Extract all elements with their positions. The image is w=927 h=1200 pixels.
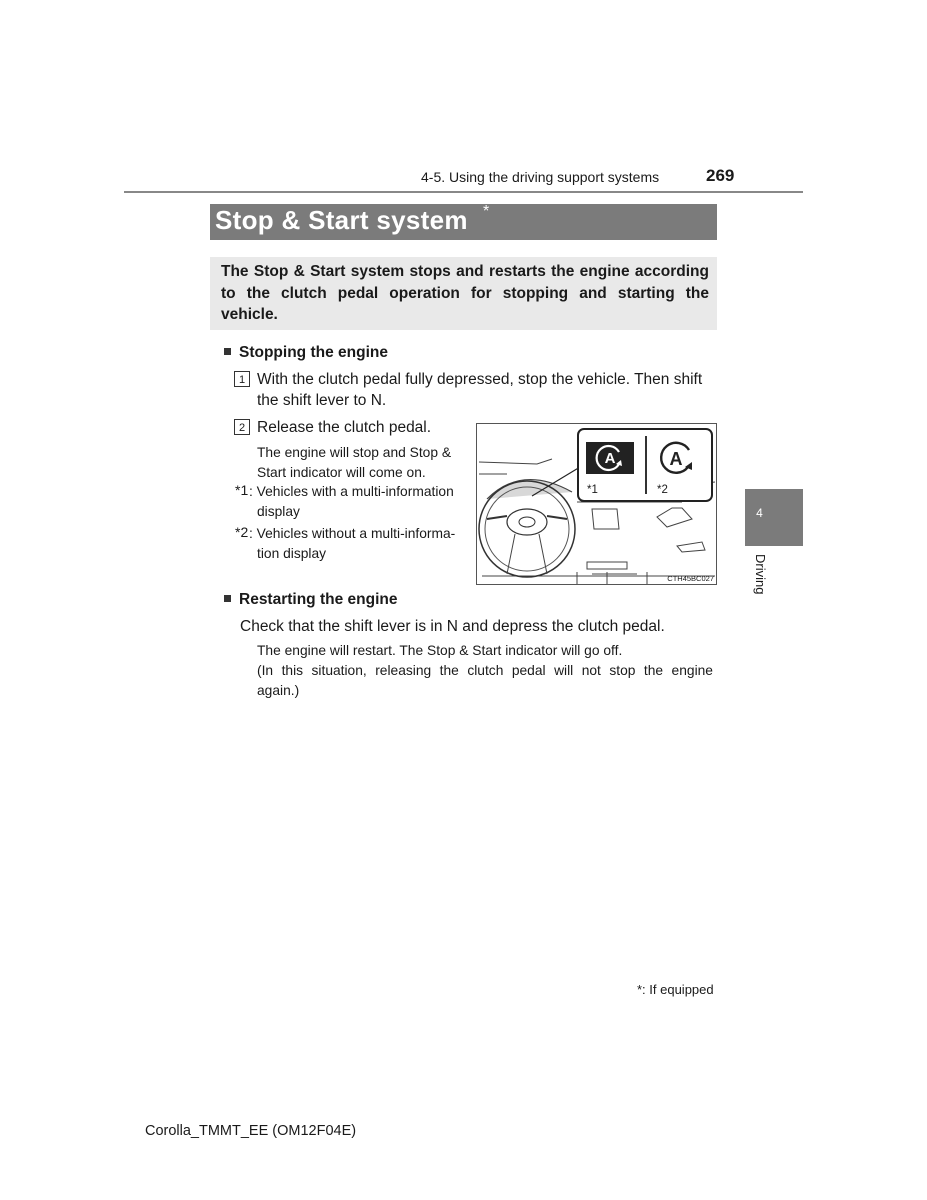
callout-divider bbox=[645, 436, 647, 494]
chapter-label-wrap bbox=[752, 554, 770, 604]
intro-box bbox=[210, 257, 717, 330]
restarting-body: Check that the shift lever is in N and depress the clutch pedal. bbox=[240, 618, 665, 635]
step-1-text bbox=[257, 369, 727, 411]
stop-start-outline-indicator-icon bbox=[657, 440, 697, 476]
footnote-1-mark: *1 bbox=[235, 482, 249, 498]
chapter-tab bbox=[745, 489, 803, 546]
chapter-number: 4 bbox=[756, 506, 763, 520]
stop-note bbox=[257, 443, 472, 482]
step-2-text: Release the clutch pedal. bbox=[257, 419, 432, 436]
restarting-heading bbox=[224, 591, 397, 609]
restart-note-2-line-1: (In this situation, releasing the clutch pedal will not stop the engine bbox=[257, 663, 713, 678]
if-equipped-note: *: If equipped bbox=[637, 982, 714, 997]
footer-doc-id: Corolla_TMMT_EE (OM12F04E) bbox=[145, 1123, 357, 1139]
section-label: 4-5. Using the driving support systems bbox=[421, 169, 660, 185]
step-1-marker: 1 bbox=[234, 371, 250, 387]
footnote-1-line-2: display bbox=[257, 503, 300, 519]
page-title: Stop & Start system bbox=[215, 205, 468, 235]
svg-text:A: A bbox=[604, 450, 616, 467]
restart-note-1: The engine will restart. The Stop & Start indicator will go off. bbox=[257, 643, 623, 658]
page-number: 269 bbox=[706, 166, 735, 185]
dashboard-figure bbox=[476, 423, 717, 585]
stopping-heading bbox=[224, 344, 388, 362]
square-bullet-icon bbox=[224, 595, 231, 602]
footnote-1-line-1: : Vehicles with a multi-information bbox=[249, 484, 454, 499]
page-title-bar bbox=[210, 204, 717, 240]
figure-code: CTH45BC027 bbox=[667, 574, 714, 583]
stopping-heading-text: Stopping the engine bbox=[239, 344, 388, 361]
footnote-2-mark: *2 bbox=[235, 524, 249, 540]
chapter-label: Driving bbox=[753, 554, 768, 595]
header-rule bbox=[124, 191, 803, 193]
indicator-label-1: *1 bbox=[587, 484, 598, 496]
step-1-line-2: the shift lever to N. bbox=[257, 392, 387, 409]
footnote-2-line-1: : Vehicles without a multi-informa- bbox=[249, 526, 456, 541]
intro-text: The Stop & Start system stops and restarts the engine according to the clutch pedal operation for stopping and starting the vehicle. bbox=[221, 263, 709, 323]
restarting-heading-text: Restarting the engine bbox=[239, 591, 398, 608]
stop-note-line-1: The engine will stop and Stop & bbox=[257, 445, 452, 460]
footnote-1 bbox=[249, 482, 474, 521]
footnote-2-line-2: tion display bbox=[257, 545, 327, 561]
footnote-2 bbox=[249, 524, 474, 563]
square-bullet-icon bbox=[224, 348, 231, 355]
indicator-label-2: *2 bbox=[657, 484, 668, 496]
restart-note-2-line-2: again.) bbox=[257, 683, 300, 698]
svg-text:A: A bbox=[669, 449, 683, 469]
step-1-line-1: With the clutch pedal fully depressed, stop the vehicle. Then shift bbox=[257, 371, 703, 388]
step-2-marker: 2 bbox=[234, 419, 250, 435]
title-asterisk: * bbox=[483, 203, 490, 220]
indicator-callout bbox=[577, 428, 713, 502]
stop-start-indicator-icon bbox=[586, 442, 634, 474]
stop-note-line-2: Start indicator will come on. bbox=[257, 464, 426, 480]
